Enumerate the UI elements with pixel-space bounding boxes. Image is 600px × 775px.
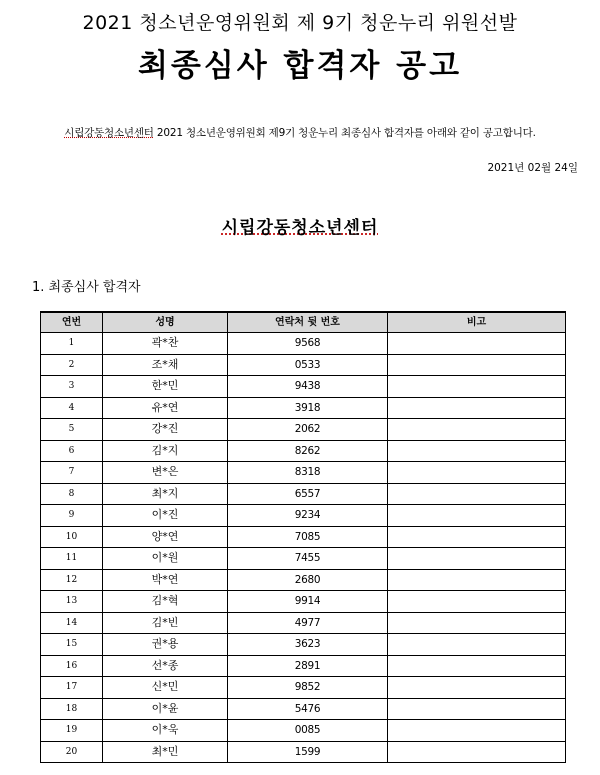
cell-phone: 9568 — [228, 333, 388, 355]
cell-phone: 7085 — [228, 526, 388, 548]
table-row — [41, 419, 566, 441]
cell-note — [388, 440, 566, 462]
announcement-date: 2021년 02월 24일 — [487, 162, 578, 174]
cell-note — [388, 548, 566, 570]
cell-name: 강*진 — [103, 419, 228, 441]
cell-phone: 9914 — [228, 591, 388, 613]
cell-number: 15 — [41, 634, 103, 656]
cell-number: 18 — [41, 698, 103, 720]
cell-note — [388, 591, 566, 613]
cell-note — [388, 397, 566, 419]
cell-name: 양*연 — [103, 526, 228, 548]
table-body — [41, 333, 566, 763]
cell-phone: 3623 — [228, 634, 388, 656]
cell-name: 최*민 — [103, 741, 228, 763]
cell-number: 3 — [41, 376, 103, 398]
cell-phone: 3918 — [228, 397, 388, 419]
cell-name: 곽*찬 — [103, 333, 228, 355]
cell-number: 16 — [41, 655, 103, 677]
cell-note — [388, 655, 566, 677]
cell-note — [388, 419, 566, 441]
cell-number: 5 — [41, 419, 103, 441]
cell-note — [388, 483, 566, 505]
cell-note — [388, 354, 566, 376]
cell-number: 11 — [41, 548, 103, 570]
cell-phone: 7455 — [228, 548, 388, 570]
cell-number: 8 — [41, 483, 103, 505]
cell-number: 13 — [41, 591, 103, 613]
cell-phone: 9438 — [228, 376, 388, 398]
cell-note — [388, 462, 566, 484]
table-row — [41, 526, 566, 548]
cell-number: 9 — [41, 505, 103, 527]
cell-note — [388, 569, 566, 591]
cell-phone: 1599 — [228, 741, 388, 763]
table-row — [41, 569, 566, 591]
header-note: 비고 — [388, 312, 566, 333]
table-row — [41, 376, 566, 398]
table-row — [41, 505, 566, 527]
organization-name — [0, 213, 600, 238]
cell-note — [388, 505, 566, 527]
intro-paragraph — [0, 125, 600, 140]
cell-note — [388, 698, 566, 720]
cell-number: 1 — [41, 333, 103, 355]
cell-phone: 5476 — [228, 698, 388, 720]
cell-phone: 0533 — [228, 354, 388, 376]
cell-name: 권*용 — [103, 634, 228, 656]
cell-note — [388, 741, 566, 763]
cell-name: 이*원 — [103, 548, 228, 570]
organization-name-text: 시립강동청소년센터 — [221, 218, 379, 238]
table-row — [41, 677, 566, 699]
cell-name: 김*빈 — [103, 612, 228, 634]
cell-name: 신*민 — [103, 677, 228, 699]
table-row — [41, 397, 566, 419]
table-row — [41, 698, 566, 720]
results-table — [40, 311, 566, 763]
cell-phone: 2891 — [228, 655, 388, 677]
cell-number: 6 — [41, 440, 103, 462]
cell-note — [388, 526, 566, 548]
cell-name: 한*민 — [103, 376, 228, 398]
cell-name: 김*지 — [103, 440, 228, 462]
header-name: 성명 — [103, 312, 228, 333]
table-row — [41, 483, 566, 505]
cell-name: 박*연 — [103, 569, 228, 591]
cell-note — [388, 376, 566, 398]
cell-name: 이*진 — [103, 505, 228, 527]
table-row — [41, 741, 566, 763]
document-title: 최종심사 합격자 공고 — [137, 48, 463, 84]
header-phone: 연락처 뒷 번호 — [228, 312, 388, 333]
cell-phone: 8318 — [228, 462, 388, 484]
cell-note — [388, 333, 566, 355]
cell-number: 20 — [41, 741, 103, 763]
cell-name: 선*종 — [103, 655, 228, 677]
table-row — [41, 612, 566, 634]
cell-note — [388, 720, 566, 742]
cell-phone: 4977 — [228, 612, 388, 634]
cell-number: 4 — [41, 397, 103, 419]
cell-name: 김*혁 — [103, 591, 228, 613]
cell-number: 7 — [41, 462, 103, 484]
table-row — [41, 548, 566, 570]
cell-name: 조*채 — [103, 354, 228, 376]
table-row — [41, 462, 566, 484]
cell-name: 이*욱 — [103, 720, 228, 742]
cell-name: 변*은 — [103, 462, 228, 484]
intro-text: 2021 청소년운영위원회 제9기 청운누리 최종심사 합격자를 아래와 같이 공고합니다. — [153, 127, 536, 139]
cell-number: 17 — [41, 677, 103, 699]
table-row — [41, 440, 566, 462]
cell-number: 12 — [41, 569, 103, 591]
section-heading: 1. 최종심사 합격자 — [32, 280, 141, 295]
cell-number: 2 — [41, 354, 103, 376]
cell-number: 14 — [41, 612, 103, 634]
cell-name: 이*윤 — [103, 698, 228, 720]
cell-phone: 0085 — [228, 720, 388, 742]
table-row — [41, 720, 566, 742]
document-subtitle: 2021 청소년운영위원회 제 9기 청운누리 위원선발 — [82, 12, 518, 34]
cell-phone: 9234 — [228, 505, 388, 527]
cell-note — [388, 677, 566, 699]
table-row — [41, 354, 566, 376]
table-header-row — [41, 312, 566, 333]
header-number: 연번 — [41, 312, 103, 333]
cell-note — [388, 612, 566, 634]
cell-phone: 2680 — [228, 569, 388, 591]
cell-phone: 2062 — [228, 419, 388, 441]
table-row — [41, 333, 566, 355]
cell-phone: 6557 — [228, 483, 388, 505]
cell-name: 최*지 — [103, 483, 228, 505]
cell-phone: 9852 — [228, 677, 388, 699]
intro-org-name: 시립강동청소년센터 — [64, 127, 154, 139]
table-row — [41, 655, 566, 677]
cell-phone: 8262 — [228, 440, 388, 462]
table-row — [41, 634, 566, 656]
cell-name: 유*연 — [103, 397, 228, 419]
cell-note — [388, 634, 566, 656]
cell-number: 19 — [41, 720, 103, 742]
table-row — [41, 591, 566, 613]
cell-number: 10 — [41, 526, 103, 548]
